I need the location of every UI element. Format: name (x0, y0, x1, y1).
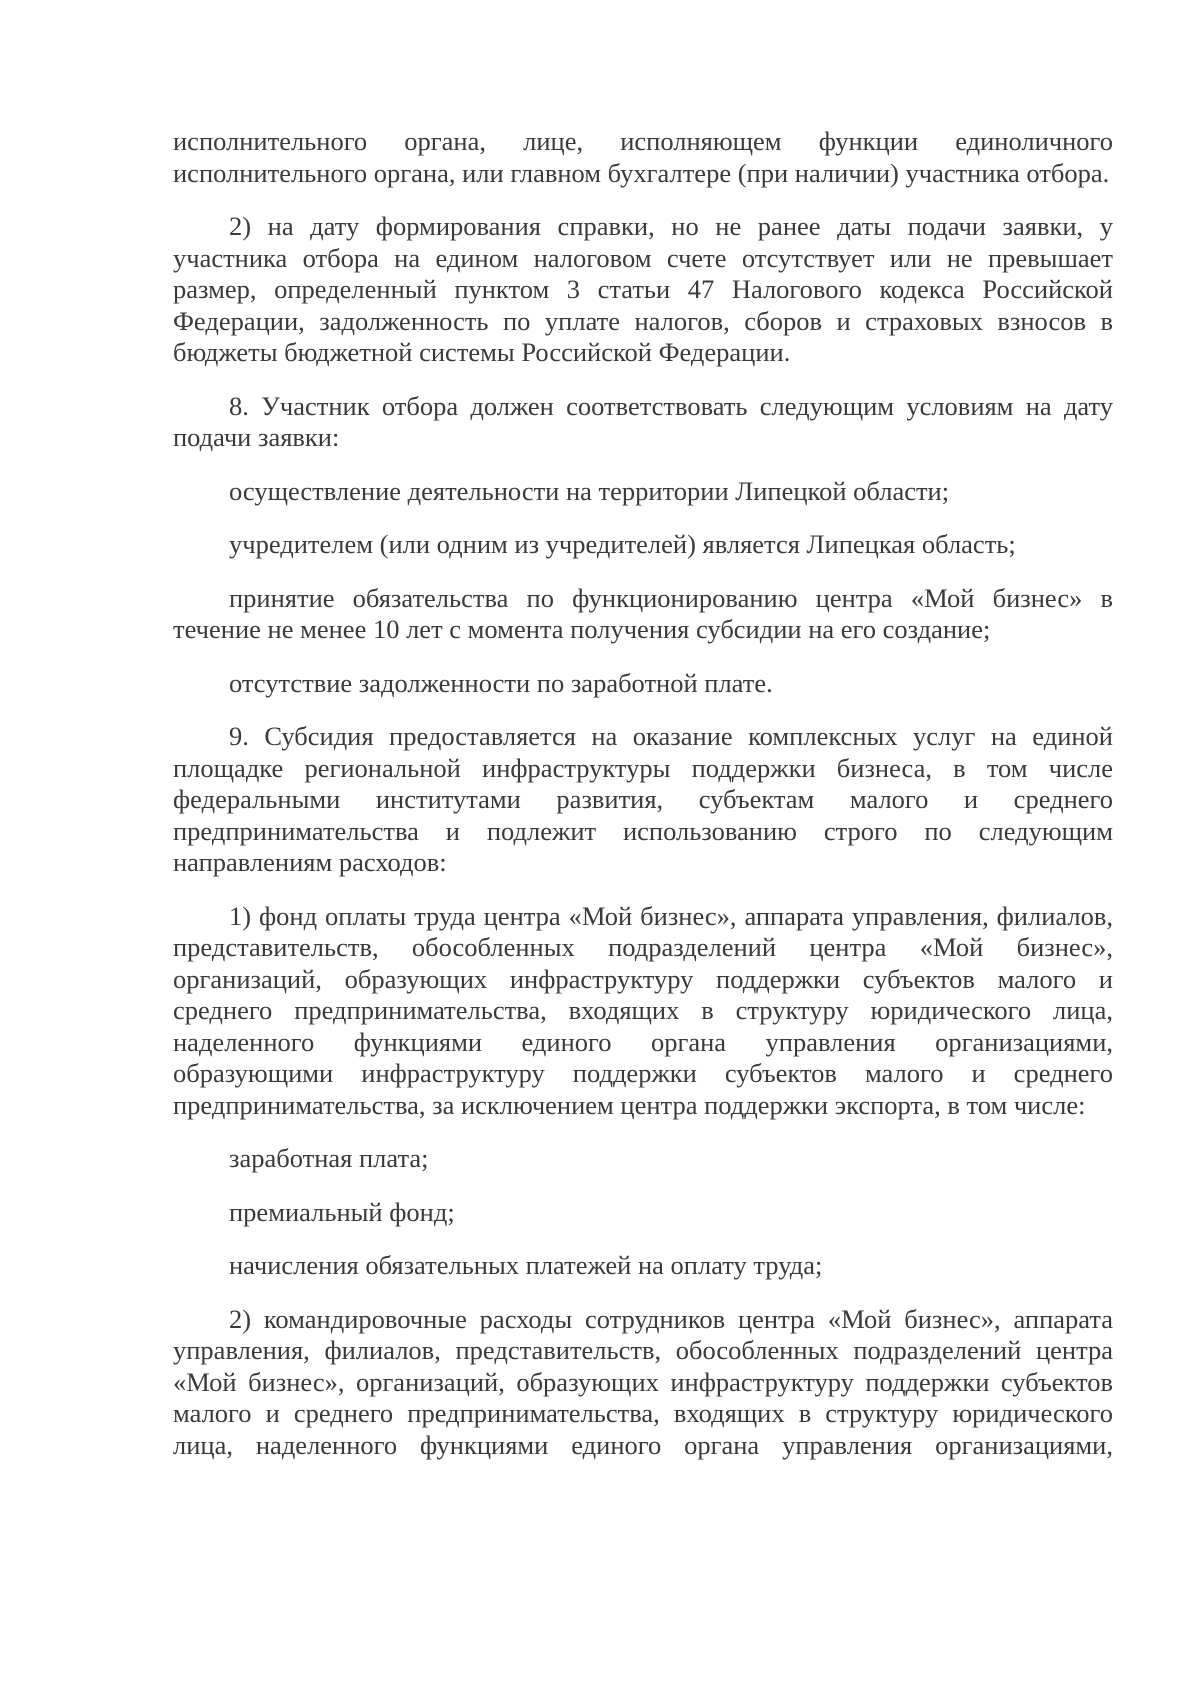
paragraph-item-2-travel-expenses: 2) командировочные расходы сотрудников центра «Мой бизнес», аппарата управления, филиалов, представительств, обособленных подразделений центра «Мой бизнес», организаций, образующих инфраструктуру поддержки субъектов малого и среднего предпринимательства, входящих в структуру юридического лица, наделенного функциями единого органа управления организациями, (173, 1303, 1113, 1460)
paragraph-condition-obligation: принятие обязательства по функционированию центра «Мой бизнес» в течение не менее 10 лет с момента получения субсидии на его создание; (173, 582, 1113, 644)
paragraph-continuation: исполнительного органа, лице, исполняющем функции единоличного исполнительного органа, или главном бухгалтере (при наличии) участника отбора. (173, 126, 1113, 188)
paragraph-condition-territory: осуществление деятельности на территории Липецкой области; (229, 475, 950, 506)
paragraph-bonus-fund: премиальный фонд; (229, 1196, 455, 1227)
paragraph-item-1-payroll-fund: 1) фонд оплаты труда центра «Мой бизнес», аппарата управления, филиалов, представительств, обособленных подразделений центра «Мой бизнес», организаций, образующих инфраструктуру поддержки субъектов малого и среднего предпринимательства, входящих в структуру юридического лица, наделенного функциями единого органа управления организациями, образующими инфраструктуру поддержки субъектов малого и среднего предпринимательства, за исключением центра поддержки экспорта, в том числе: (173, 900, 1113, 1120)
paragraph-salary: заработная плата; (229, 1143, 429, 1173)
paragraph-mandatory-payments: начисления обязательных платежей на оплату труда; (229, 1250, 823, 1280)
document-page (173, 126, 1113, 1461)
paragraph-condition-founder: учредителем (или одним из учредителей) является Липецкая область; (229, 529, 1016, 559)
paragraph-section-8: 8. Участник отбора должен соответствовать следующим условиям на дату подачи заявки: (173, 390, 1113, 452)
paragraph-item-2-tax-debt: 2) на дату формирования справки, но не ранее даты подачи заявки, у участника отбора на едином налоговом счете отсутствует или не превышает размер, определенный пунктом 3 статьи 47 Налогового кодекса Российской Федерации, задолженность по уплате налогов, сборов и страховых взносов в бюджеты бюджетной системы Российской Федерации. (173, 211, 1113, 367)
paragraph-section-9: 9. Субсидия предоставляется на оказание комплексных услуг на единой площадке региональной инфраструктуры поддержки бизнеса, в том числе федеральными институтами развития, субъектам малого и среднего предпринимательства и подлежит использованию строго по следующим направлениям расходов: (173, 721, 1113, 877)
paragraph-condition-no-wage-debt: отсутствие задолженности по заработной плате. (229, 667, 773, 698)
